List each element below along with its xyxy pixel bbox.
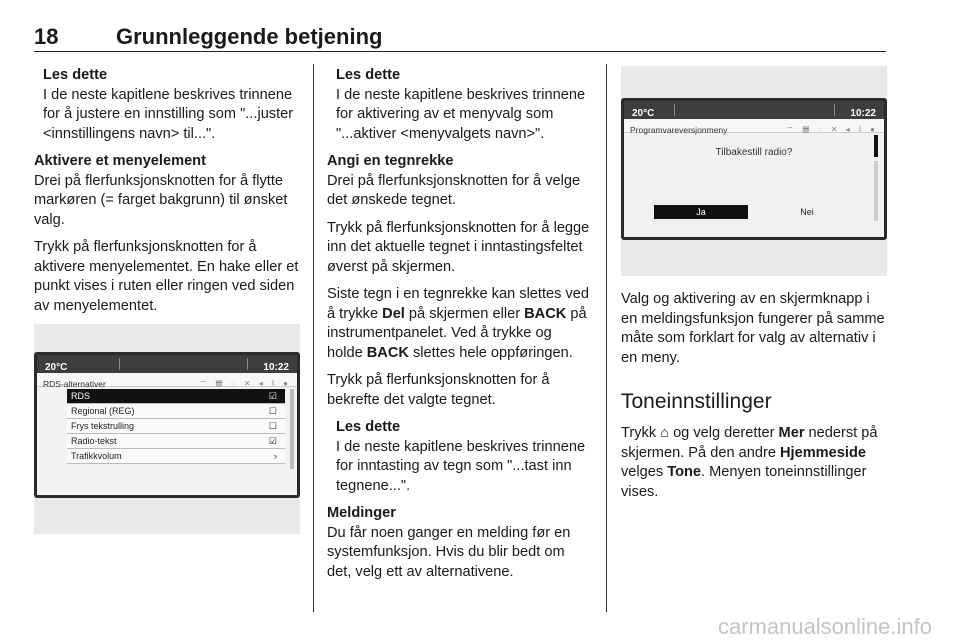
note-title: Les dette [43,67,108,83]
paragraph: Trykk ⌂ og velg deretter Mer nederst på skjermen. På den andre Hjemmeside velges Tone. Menyen toneinnstillinger vises. [621,425,878,500]
watermark: carmanualsonline.info [717,614,932,639]
paragraph: Drei på flerfunksjonsknotten for å flytte markøren (= farget bakgrunn) til ønsket valg. [34,172,288,228]
paragraph: Valg og aktivering av en skjermknapp i en meldingsfunksjon fungerer på samme måte som forklart for valg av alternativ i en meny. [621,291,885,366]
chevron-right-icon: › [274,451,277,461]
paragraph: Du får noen ganger en melding før en systemfunksjon. Hvis du blir bedt om det, velg ett av alternativene. [327,524,571,580]
paragraph: Trykk på flerfunksjonsknotten for å bekrefte det valgte tegnet. [327,372,550,408]
section-heading: Aktivere et menyelement [34,153,206,169]
status-icons: ⌔ ▤ ◌ ✕ ◂ ⌇ ● [199,379,291,388]
column-1 [34,66,300,534]
paragraph: Drei på flerfunksjonsknotten for å velge det ønskede tegnet. [327,172,581,208]
status-bar [624,101,884,119]
home-icon: ⌂ [660,425,670,441]
checkbox-empty-icon: ☐ [268,406,277,416]
yes-button[interactable]: Ja [654,205,748,219]
display-screen [621,98,887,240]
display-screen [34,352,300,498]
scrollbar-thumb[interactable] [874,135,878,157]
clock: 10:22 [263,362,289,373]
menu-item-rds[interactable]: RDS ☑ [67,389,285,404]
note-title: Les dette [336,67,401,83]
section-title: Toneinnstillinger [621,390,772,413]
chapter-title: Grunnleggende betjening [116,24,383,49]
note-box [327,66,591,144]
scrollbar[interactable] [290,389,294,469]
paragraph: Siste tegn i en tegnrekke kan slettes ved å trykke Del på skjermen eller BACK på instrumentpanelet. Ved å trykke og holde BACK slettes hele oppføringen. [327,286,590,361]
screen-title: Programvareversjonmeny [630,125,728,135]
paragraph: Trykk på flerfunksjonsknotten for å legge inn det aktuelle tegnet i inntastingsfeltet øverst på skjermen. [327,219,590,275]
checkbox-empty-icon: ☐ [268,421,277,431]
note-text: I de neste kapitlene beskrives trinnene for å justere en innstilling som "...juster <innstillingens navn> til...". [43,86,294,142]
section-heading: Meldinger [327,505,396,521]
checkbox-checked-icon: ☑ [268,391,277,401]
temperature: 20°C [632,108,655,119]
no-button[interactable]: Nei [800,207,814,217]
status-bar [37,355,297,373]
note-text: I de neste kapitlene beskrives trinnene for inntasting av tegn som "...tast inn tegnene...". [336,438,586,494]
scrollbar-track [874,161,878,221]
dialog-question: Tilbakestill radio? [715,147,793,158]
column-divider-2 [606,64,607,612]
section-heading: Angi en tegnrekke [327,153,454,169]
screen-title-bar [37,373,297,387]
screenshot-reset-dialog [621,66,887,276]
page-number: 18 [34,24,59,49]
clock: 10:22 [850,108,876,119]
note-box [327,418,591,496]
column-divider-1 [313,64,314,612]
temperature: 20°C [45,362,68,373]
menu-list [67,389,285,464]
screenshot-rds-options [34,324,300,534]
note-title: Les dette [336,419,401,435]
note-box [34,66,300,144]
menu-item-traffic-volume[interactable]: Trafikkvolum › [67,449,285,464]
note-text: I de neste kapitlene beskrives trinnene for aktivering av et menyvalg som "...aktiver <menyvalgets navn>". [336,86,586,142]
column-2 [327,66,591,590]
checkbox-checked-icon: ☑ [268,436,277,446]
screen-title-bar [624,119,884,133]
paragraph: Trykk på flerfunksjonsknotten for å aktivere menyelementet. En hake eller et punkt vises i ruten eller ringen ved siden av menyelementet. [34,239,299,314]
menu-item-radio-text[interactable]: Radio-tekst ☑ [67,434,285,449]
menu-item-freeze-scroll[interactable]: Frys tekstrulling ☐ [67,419,285,434]
status-icons: ⌔ ▤ ◌ ✕ ◂ ⌇ ● [786,125,878,134]
menu-item-regional[interactable]: Regional (REG) ☐ [67,404,285,419]
page-header [34,24,886,52]
screen-title: RDS-alternativer [43,379,106,389]
column-3 [621,66,887,510]
